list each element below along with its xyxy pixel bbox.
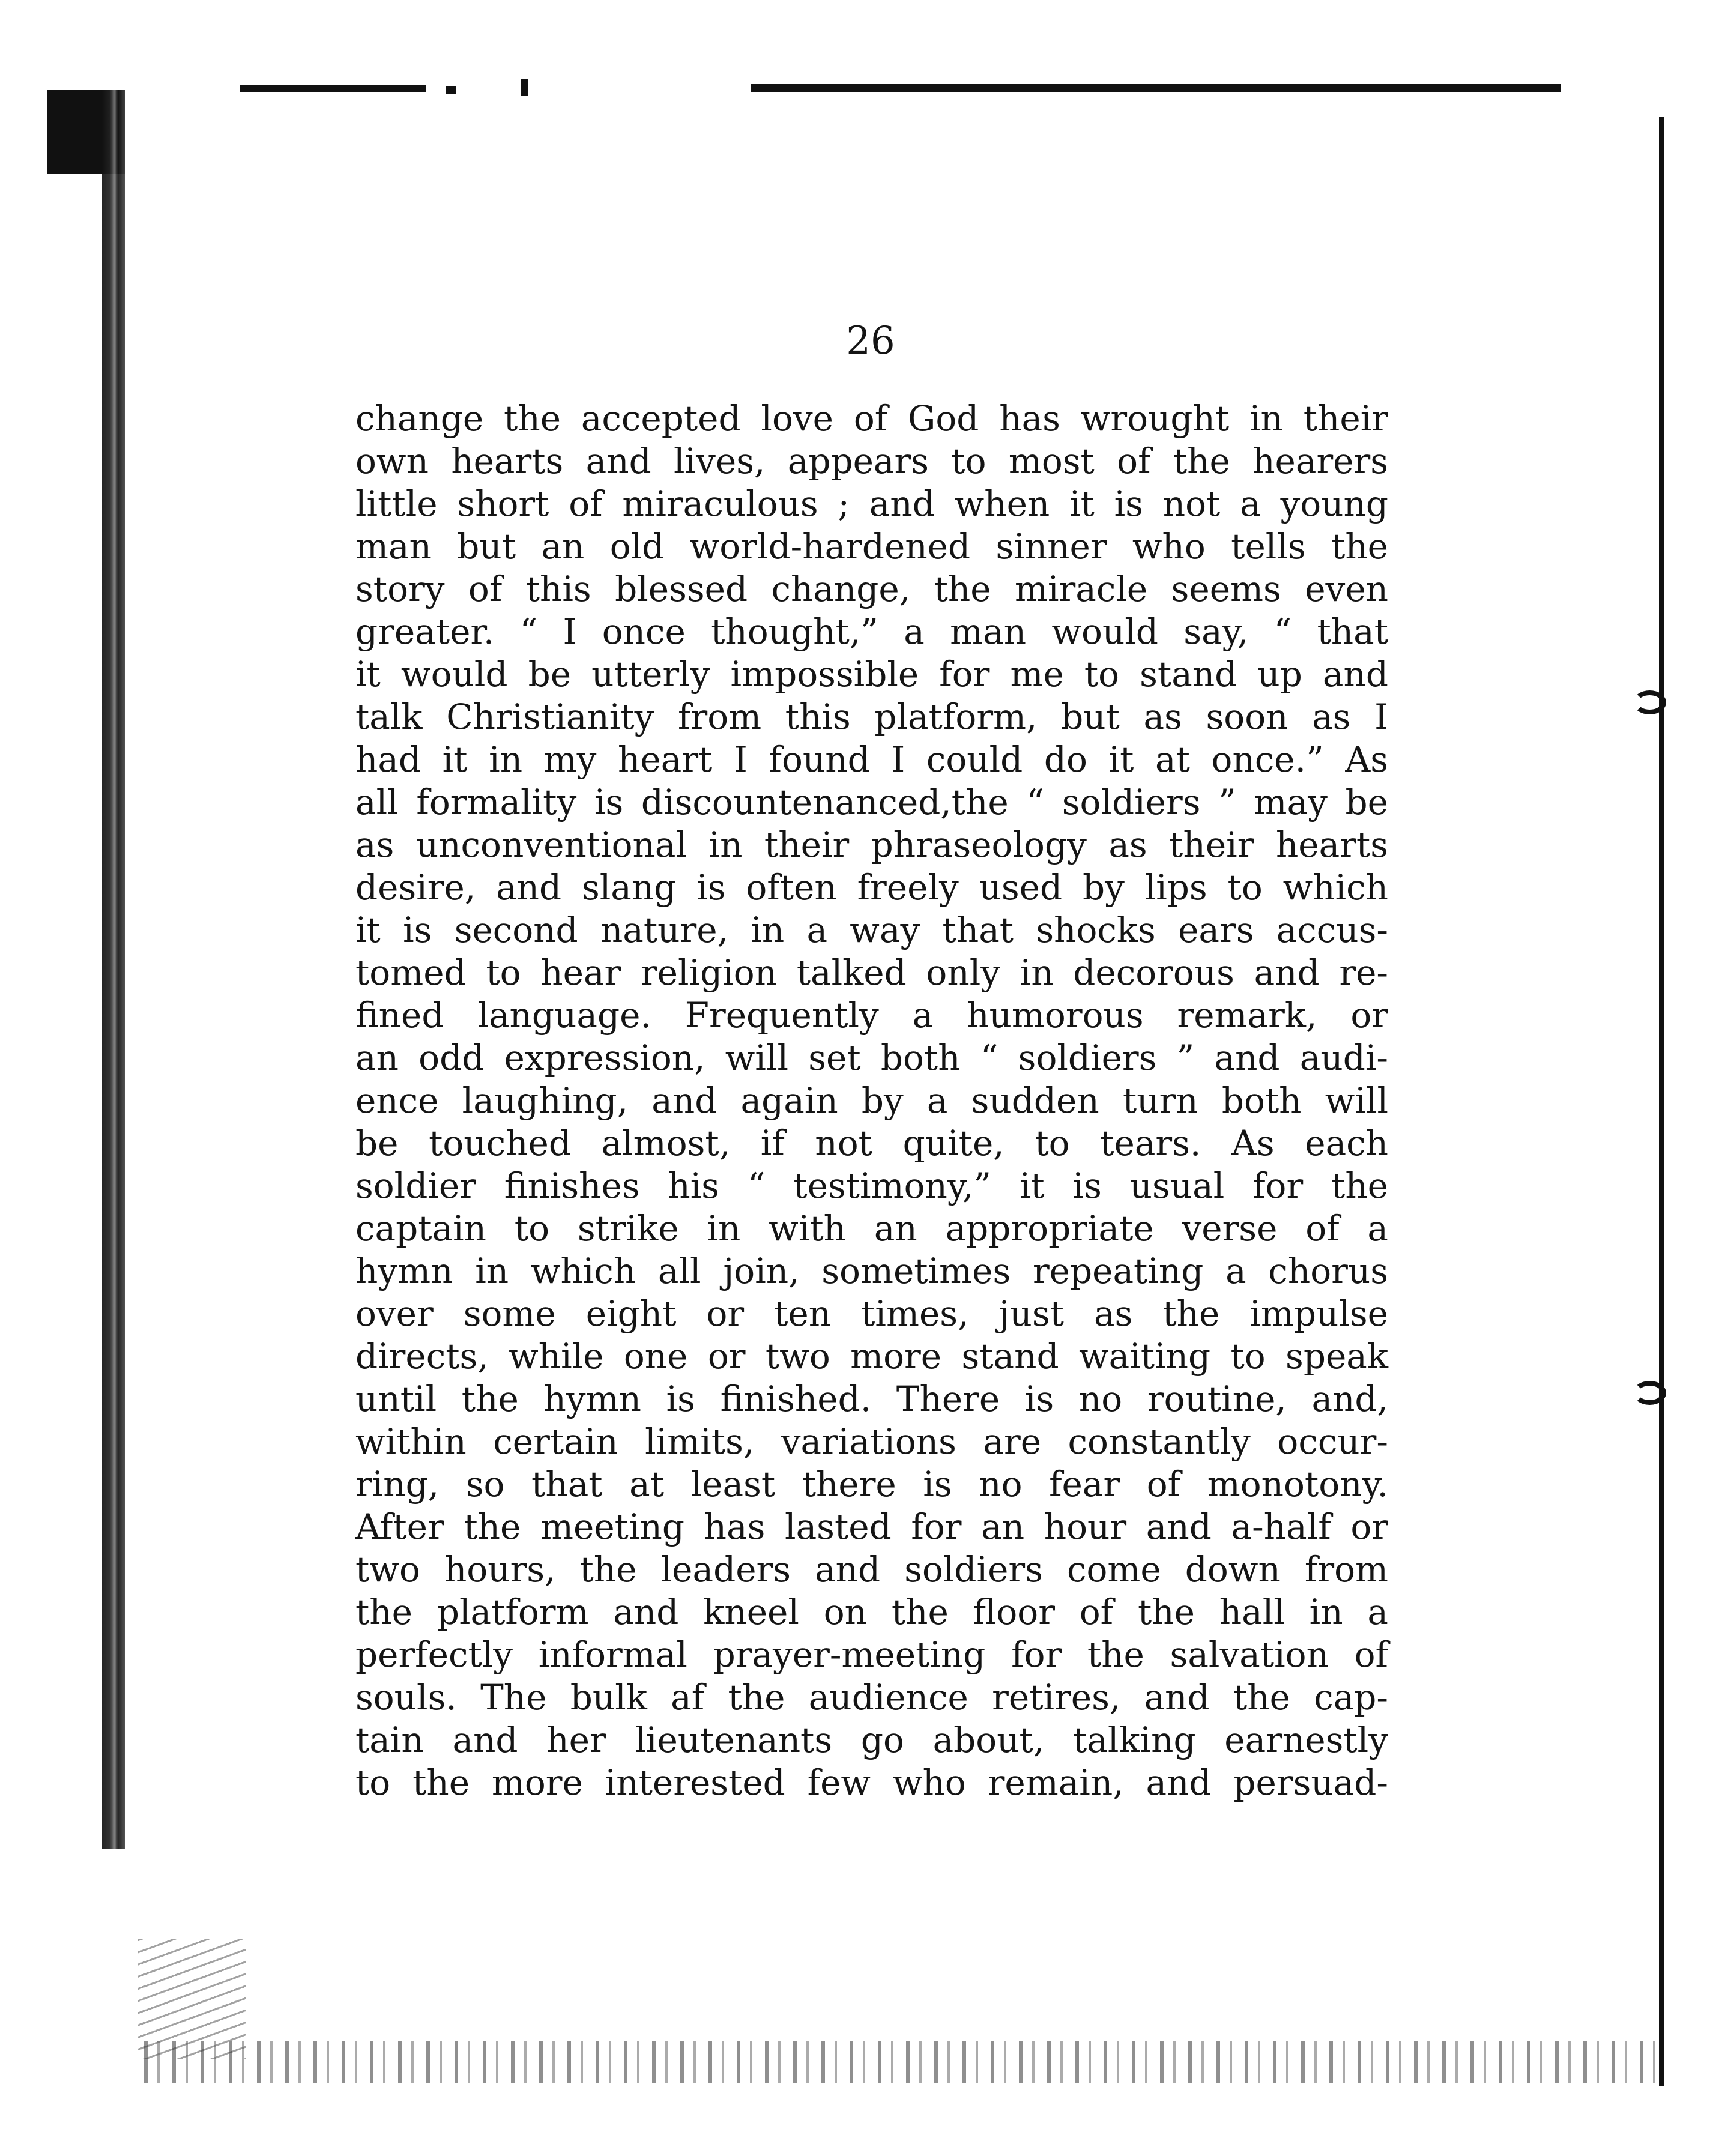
text-line: over some eight or ten times, just as the impulse <box>355 1293 1388 1334</box>
scan-noise <box>144 2041 1657 2083</box>
text-line: own hearts and lives, appears to most of the hearers <box>355 441 1388 482</box>
text-line: little short of miraculous ; and when it is not a young <box>355 483 1388 524</box>
text-line: hymn in which all join, sometimes repeating a chorus <box>355 1251 1388 1291</box>
top-rule-left <box>240 85 426 92</box>
text-line: tomed to hear religion talked only in decorous and re- <box>355 952 1388 993</box>
text-line: man but an old world-hardened sinner who tells the <box>355 526 1388 567</box>
text-line: greater. “ I once thought,” a man would say, “ that <box>355 611 1388 652</box>
text-line: an odd expression, will set both “ soldiers ” and audi- <box>355 1037 1388 1078</box>
text-line: be touched almost, if not quite, to tears. As each <box>355 1123 1388 1164</box>
text-line: change the accepted love of God has wrought in their <box>355 398 1388 439</box>
text-line: all formality is discountenanced,the “ soldiers ” may be <box>355 782 1388 823</box>
text-line: within certain limits, variations are constantly occur- <box>355 1421 1388 1462</box>
text-line: ence laughing, and again by a sudden turn both will <box>355 1080 1388 1121</box>
page-number: 26 <box>846 319 895 363</box>
top-rule-right <box>751 84 1561 92</box>
text-line: tain and her lieutenants go about, talking earnestly <box>355 1720 1388 1760</box>
text-line: captain to strike in with an appropriate verse of a <box>355 1208 1388 1249</box>
top-rule-dash <box>446 86 456 94</box>
text-line: the platform and kneel on the floor of the hall in a <box>355 1592 1388 1632</box>
text-line: souls. The bulk af the audience retires, and the cap- <box>355 1677 1388 1718</box>
text-line: fined language. Frequently a humorous remark, or <box>355 995 1388 1036</box>
text-line: After the meeting has lasted for an hour and a-half or <box>355 1506 1388 1547</box>
text-line: story of this blessed change, the miracle seems even <box>355 569 1388 609</box>
text-line: directs, while one or two more stand waiting to speak <box>355 1336 1388 1377</box>
text-line: desire, and slang is often freely used by lips to which <box>355 867 1388 908</box>
text-line: perfectly informal prayer-meeting for the salvation of <box>355 1634 1388 1675</box>
top-rule-dash <box>521 79 528 96</box>
staple-mark <box>1633 1381 1666 1405</box>
text-line: talk Christianity from this platform, but as soon as I <box>355 696 1388 737</box>
text-line: as unconventional in their phraseology as their hearts <box>355 824 1388 865</box>
text-line: had it in my heart I found I could do it at once.” As <box>355 739 1388 780</box>
text-line: soldier finishes his “ testimony,” it is usual for the <box>355 1165 1388 1206</box>
text-line: two hours, the leaders and soldiers come down from <box>355 1549 1388 1590</box>
text-line: to the more interested few who remain, and persuad- <box>355 1762 1388 1803</box>
binding-edge <box>102 90 125 1849</box>
right-page-edge <box>1659 117 1664 2086</box>
text-line: it is second nature, in a way that shocks ears accus- <box>355 910 1388 950</box>
body-text <box>355 397 1388 1804</box>
text-line: ring, so that at least there is no fear of monotony. <box>355 1464 1388 1505</box>
staple-mark <box>1633 690 1666 714</box>
text-line: it would be utterly impossible for me to stand up and <box>355 654 1388 695</box>
text-line: until the hymn is finished. There is no routine, and, <box>355 1378 1388 1419</box>
